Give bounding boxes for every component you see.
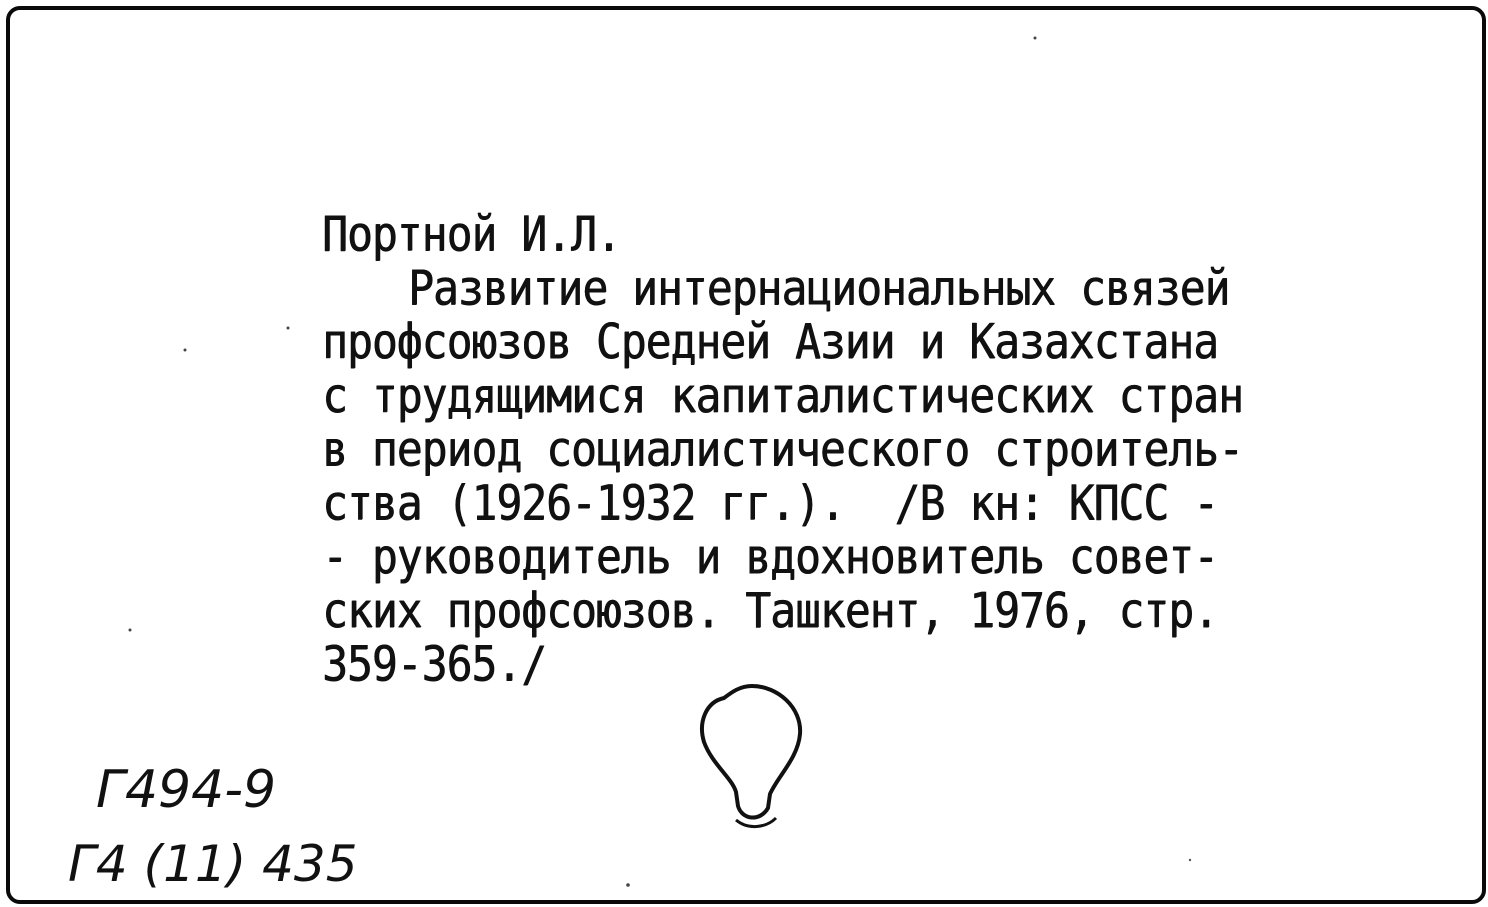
title-line-1: Развитие интернациональных связей: [408, 260, 1230, 317]
title-line-5: ства (1926-1932 гг.). /В кн: КПСС -: [322, 475, 1218, 532]
shelfmark-line-2: Г4 (11) 435: [68, 835, 358, 893]
bibliographic-entry: [322, 208, 1462, 692]
title-line-2: профсоюзов Средней Азии и Казахстана: [322, 314, 1218, 371]
title-line-4: в период социалистического строитель-: [322, 421, 1243, 478]
shelfmark-line-1: Г494-9: [96, 760, 277, 820]
handwritten-shelfmarks: [60, 755, 500, 904]
author-line: Портной И.Л.: [322, 206, 621, 263]
card-punch-hole: [686, 680, 816, 850]
title-line-8: 359-365./: [322, 636, 546, 693]
title-line-6: - руководитель и вдохновитель совет-: [322, 529, 1218, 586]
title-line-3: с трудящимися капиталистических стран: [322, 368, 1243, 425]
catalog-card: [6, 6, 1486, 904]
title-line-7: ских профсоюзов. Ташкент, 1976, стр.: [322, 583, 1218, 640]
